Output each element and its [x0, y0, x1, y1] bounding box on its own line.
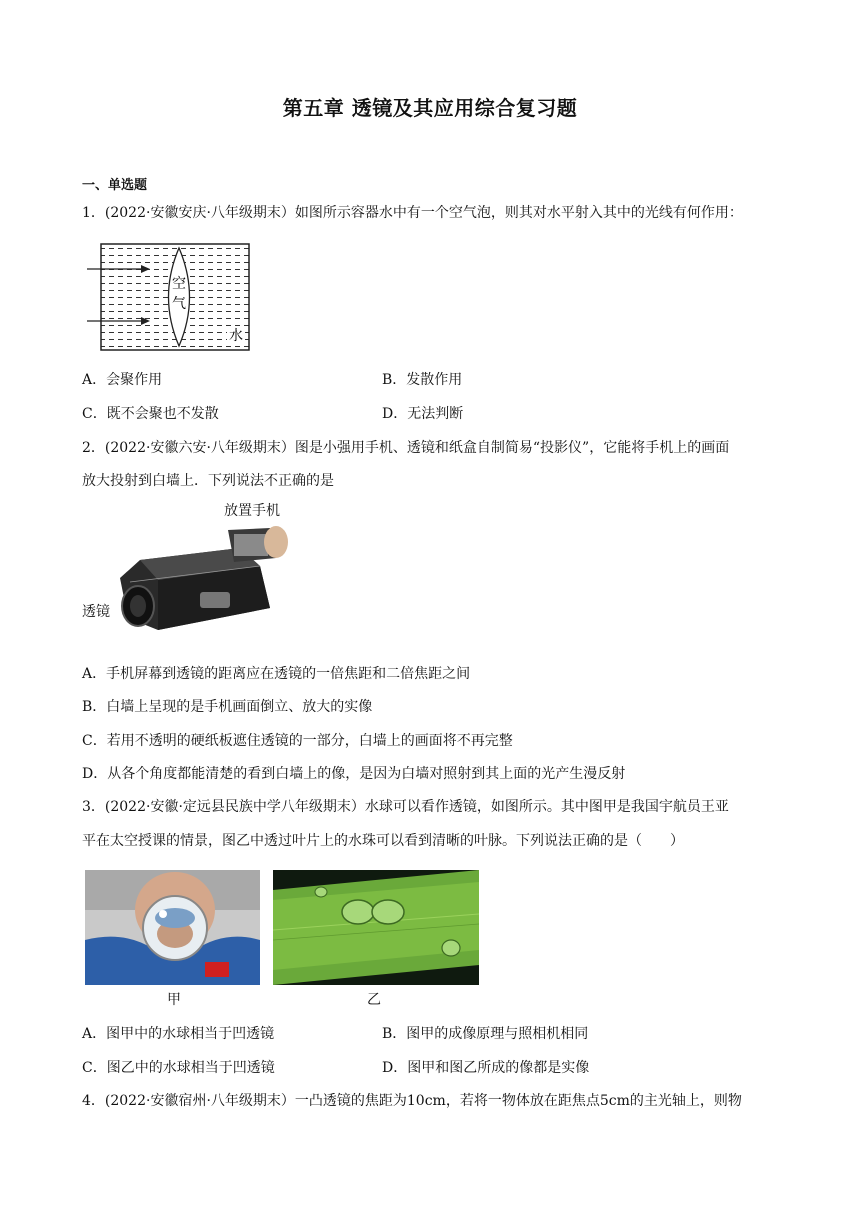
label-yi: 乙 — [367, 992, 381, 1008]
q3-option-c: C．图乙中的水球相当于凹透镜 — [82, 1060, 275, 1076]
q1-option-c: C．既不会聚也不发散 — [82, 406, 219, 422]
page-title: 第五章 透镜及其应用综合复习题 — [282, 96, 578, 120]
q3-option-a: A．图甲中的水球相当于凹透镜 — [82, 1026, 275, 1042]
q3-option-b: B．图甲的成像原理与照相机相同 — [382, 1026, 589, 1042]
question-3-stem-line2: 平在太空授课的情景，图乙中透过叶片上的水珠可以看到清晰的叶脉。下列说法正确的是（ ） — [82, 833, 684, 849]
question-2-stem-line1: 2．(2022·安徽六安·八年级期末）图是小强用手机、透镜和纸盒自制简易“投影仪”，它能将手机上的画面 — [82, 440, 730, 456]
q3-option-d: D．图甲和图乙所成的像都是实像 — [382, 1060, 590, 1076]
question-1-stem: 1．(2022·安徽安庆·八年级期末）如图所示容器水中有一个空气泡，则其对水平射入其中的光线有何作用： — [82, 205, 743, 221]
figure-label-air-1: 空 — [172, 276, 186, 292]
q2-option-a: A．手机屏幕到透镜的距离应在透镜的一倍焦距和二倍焦距之间 — [82, 666, 471, 682]
astronaut-water-ball-photo — [85, 870, 260, 985]
figure-label-water: 水 — [229, 328, 243, 344]
q1-option-d: D．无法判断 — [382, 406, 464, 422]
q2-option-b: B．白墙上呈现的是手机画面倒立、放大的实像 — [82, 699, 373, 715]
question-4-stem: 4．(2022·安徽宿州·八年级期末）一凸透镜的焦距为10cm，若将一物体放在距焦点5cm的主光轴上，则物 — [82, 1093, 742, 1109]
q1-option-a: A．会聚作用 — [82, 372, 163, 388]
q2-option-d: D．从各个角度都能清楚的看到白墙上的像，是因为白墙对照射到其上面的光产生漫反射 — [82, 766, 626, 782]
q2-option-c: C．若用不透明的硬纸板遮住透镜的一部分，白墙上的画面将不再完整 — [82, 733, 513, 749]
question-3-stem-line1: 3．(2022·安徽·定远县民族中学八年级期末）水球可以看作透镜，如图所示。其中图甲是我国宇航员王亚 — [82, 799, 729, 815]
section-heading: 一、单选题 — [82, 178, 148, 193]
label-place-phone: 放置手机 — [224, 503, 280, 519]
q1-option-b: B．发散作用 — [382, 372, 463, 388]
question-2-stem-line2: 放大投射到白墙上．下列说法不正确的是 — [82, 473, 334, 489]
box-projector-photo — [110, 520, 290, 640]
figure-label-air-2: 气 — [172, 296, 186, 312]
label-lens: 透镜 — [82, 604, 110, 620]
leaf-water-drop-photo — [273, 870, 479, 985]
air-bubble-in-water-figure — [82, 238, 252, 354]
label-jia: 甲 — [167, 992, 181, 1008]
